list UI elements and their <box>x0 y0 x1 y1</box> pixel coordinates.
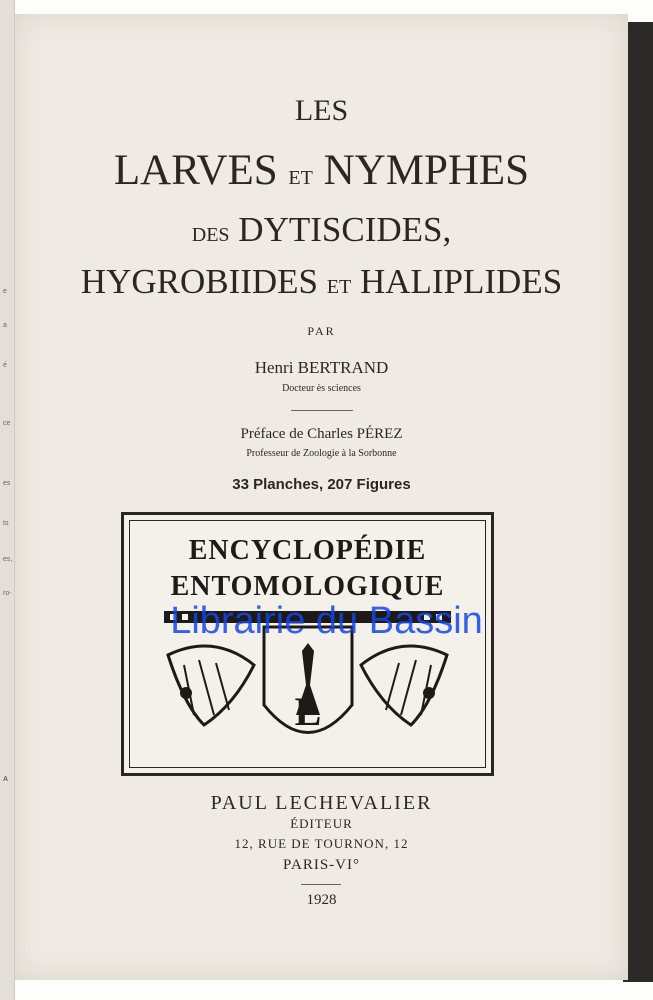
margin-fragment: e <box>3 288 7 295</box>
encyclopedie-emblem <box>121 512 494 776</box>
publisher-city: PARIS-VI° <box>283 857 360 873</box>
author-par: PAR <box>307 324 336 338</box>
publisher-address: 12, RUE DE TOURNON, 12 <box>234 836 409 851</box>
margin-fragment: é <box>3 362 7 369</box>
facing-page-edge <box>0 0 15 1000</box>
publication-year: 1928 <box>306 892 337 908</box>
title-word-dytiscides: DYTISCIDES, <box>238 210 452 249</box>
title-word-des: DES <box>191 224 230 246</box>
emblem-monogram: L <box>294 689 322 734</box>
title-line-1: LES <box>294 94 349 127</box>
margin-fragment: ts <box>3 520 9 527</box>
divider <box>301 884 341 885</box>
emblem-ornament <box>124 515 491 773</box>
title-line-3 <box>15 210 628 250</box>
margin-fragment: ro- <box>3 590 12 597</box>
plates-figures: 33 Planches, 207 Figures <box>232 476 411 493</box>
title-word-et: ET <box>288 167 313 189</box>
title-word-hygrobiides: HYGROBIIDES <box>80 262 319 301</box>
title-page <box>15 14 628 980</box>
margin-fragment: a <box>3 322 7 329</box>
title-line-4 <box>15 262 628 302</box>
margin-fragment: A <box>3 776 9 783</box>
publisher-name: PAUL LECHEVALIER <box>210 792 433 814</box>
emblem-line-1: ENCYCLOPÉDIE <box>188 535 427 566</box>
divider <box>291 410 353 411</box>
publisher-role: ÉDITEUR <box>290 816 353 831</box>
emblem-line-2: ENTOMOLOGIQUE <box>170 571 445 602</box>
title-word-et: ET <box>326 276 352 298</box>
author-name: Henri BERTRAND <box>254 358 389 377</box>
author-credential: Docteur ès sciences <box>282 383 361 394</box>
title-line-2 <box>15 146 628 195</box>
title-word-nymphes: NYMPHES <box>323 147 530 194</box>
margin-fragment: es <box>3 480 11 487</box>
title-word-larves: LARVES <box>113 147 278 194</box>
title-word-haliplides: HALIPLIDES <box>359 262 563 301</box>
preface-line: Préface de Charles PÉREZ <box>240 426 403 442</box>
preface-credential: Professeur de Zoologie à la Sorbonne <box>246 448 397 459</box>
margin-fragment: ce <box>3 420 11 427</box>
margin-fragment: es, <box>3 556 13 563</box>
watermark: Librairie du Bassin <box>170 600 483 642</box>
